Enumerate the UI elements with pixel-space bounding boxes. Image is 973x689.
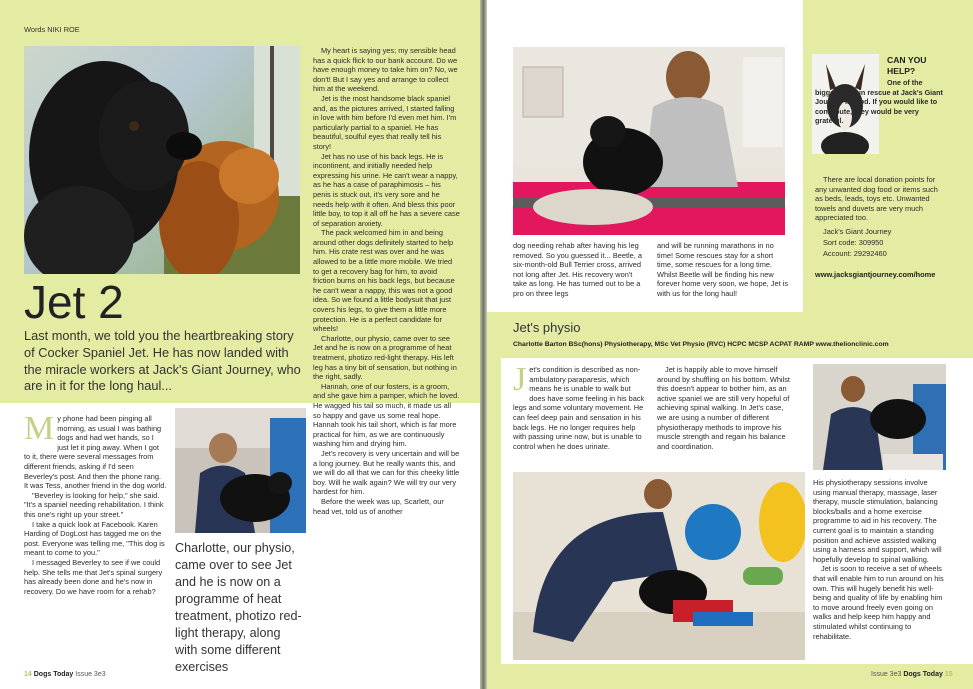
standfirst: Last month, we told you the heartbreaking story of Cocker Spaniel Jet. He has now landed with the miracle workers at Jack's Giant Journey, who are in it for the long haul...: [24, 328, 301, 394]
physio-title: Jet's physio: [513, 320, 581, 335]
body-paragraph: My heart is saying yes; my sensible head has a quick flick to our bank account. Do we have enough money to take him on? No, we don't! But I say yes and arrange to collect him at the weekend.: [313, 46, 458, 94]
page-gutter: [480, 0, 487, 689]
body-paragraph: Jet is the most handsome black spaniel and, as the pictures arrived, I started falling in love with him before I'd even met him. I'm particularly partial to a spaniel. He has beautiful, soulful eyes that really tell his story!: [313, 93, 457, 151]
main-photo-jet-and-spaniel: [24, 46, 300, 274]
photo-physio-session-small: [813, 364, 946, 470]
sidebar-website-link[interactable]: www.jacksgiantjourney.com/home: [815, 270, 936, 279]
body-column-2: [313, 46, 460, 516]
physio-paragraph: et's condition is described as non-ambulatory paraparesis, which means he is unable to walk but does have some feeling in his back legs and some voluntary movement. He can feel deep pain and sensation in his back legs. He no longer requires help with passing urine now, but is unable to control when he does urinate.: [513, 365, 645, 451]
body-column-1: [24, 410, 167, 596]
right-page: [487, 0, 973, 689]
physio-paragraph: Jet is soon to receive a set of wheels that will enable him to run around on his own. This will hugely benefit his well-being and quality of life by enabling him to move around freely even going on walks and help keep him happy and stimulated whilst continuing to rehabilitate.: [813, 564, 944, 641]
page-number: 14: [24, 671, 32, 678]
body-paragraph: I take a quick look at Facebook. Karen Harding of DogLost has tagged me on the post. Everyone was telling me, "This dog is meant to come to you.": [24, 519, 165, 558]
body-paragraph: "Beverley is looking for help," she said. "It's a spaniel needing rehabilitation. I think this one's right up your street.": [24, 490, 164, 519]
dropcap-m: M: [24, 410, 55, 447]
body-paragraph: Jet's recovery is very uncertain and will be a long journey. But he really wants this, and we will do all that we can for this cheeky little boy. Will he walk again? We will try our very hardest for him.: [313, 448, 460, 497]
right-text-col-a: dog needing rehab after having his leg removed. So you guessed it... Beetle, a six-month-old Bull Terrier cross, arrived not long after Jet. His recovery won't take as long. He has turned out to be a pro on three legs: [513, 241, 643, 298]
sidebar-body: There are local donation points for any unwanted dog food or items such as beds, leads, toys etc. Unwanted towels and duvets are very much appreciated too.: [815, 175, 938, 223]
headline: Jet 2: [24, 276, 124, 328]
physio-paragraph: Jet is happily able to move himself around by shuffling on his bottom. Whilst this doesn't appear to bother him, as an active spaniel we are still very hopeful of achieving spinal walking. In Jet's case, we are using a number of different physiotherapy methods to improve his muscle strength and regain his balance and coordination.: [657, 365, 790, 451]
physio-small-illustration: [813, 364, 946, 470]
issue-number: Issue 3e3: [871, 671, 902, 678]
sidebar-account-name: Jack's Giant Journey: [823, 227, 892, 236]
photo-charlotte-with-jet: [175, 408, 306, 533]
dropcap-j: J: [513, 361, 527, 398]
body-paragraph: I messaged Beverley to see if we could help. She tells me that Jet's spinal surgery has already been done and he's now in recovery. Do we have room for a rehab?: [24, 557, 163, 596]
physio-large-illustration: [513, 472, 805, 660]
page-number: 15: [944, 671, 953, 678]
sidebar-sort-code: Sort code: 309950: [823, 238, 884, 247]
photo-hannah-grooming-jet: [513, 47, 785, 235]
physio-col-c: [813, 478, 947, 641]
body-paragraph: The pack welcomed him in and being around other dogs definitely started to help him. His crate rest was over and he was allowed to be a little more mobile. We tried to get a recovery bag for him, to avoid friction burns on his back legs, but because he can't wear a nappy, this was not a good idea. So we found a little bodysuit that just covers his legs, to give them a little more protection. He is a perfect candidate for wheels!: [313, 228, 455, 334]
folio-left: [24, 671, 106, 678]
pull-quote: Charlotte, our physio, came over to see Jet and he is now on a programme of heat treatment, photizo red-light therapy, along with some different exercises: [175, 541, 302, 674]
physio-col-a: [513, 361, 647, 451]
folio-right: [871, 671, 953, 678]
physio-col-b: [657, 365, 791, 451]
physio-paragraph: His physiotherapy sessions involve using manual therapy, massage, laser therapy, muscle stimulation, balancing blocks/balls and a home exercise programme to aid in his recovery. The current goal is to maintain a standing position and achieve assisted walking using a harness and support, which will hopefully develop to spinal walking.: [813, 478, 942, 564]
sidebar-can-you-help: [805, 47, 945, 299]
photo-physio-session-large: [513, 472, 805, 660]
magazine-name: Dogs Today: [33, 671, 74, 678]
body-paragraph: Jet has no use of his back legs. He is incontinent, and initially needed help expressing his urine. He can't wear a nappy, as he has a case of paraphimosis – his penis is stuck out, it's very sore and he needs help with it often. And bless this poor little boy, to top it all off he has a severe case of separation anxiety.: [313, 151, 460, 228]
magazine-name: Dogs Today: [903, 671, 943, 678]
physio-credit: Charlotte Barton BSc(hons) Physiotherapy, MSc Vet Physio (RVC) HCPC MCSP ACPAT RAMP www.thelionclinic.com: [513, 341, 889, 348]
issue-number: Issue 3e3: [75, 671, 106, 678]
body-paragraph: y phone had been pinging all morning, as usual I was bathing dogs and had wet hands, so I just let it ping away. When I got to it, there were several messages from different friends, asking if I'd seen Beverley's post. And then the phone rang. It was Tess, another friend in the dog world.: [24, 414, 167, 491]
sidebar-account: Account: 29292460: [823, 249, 887, 258]
body-paragraph: Before the week was up, Scarlett, our head vet, told us of another: [313, 496, 444, 516]
physio-illustration: [175, 408, 306, 533]
body-paragraph: Charlotte, our physio, came over to see Jet and he is now on a programme of heat treatment, photizo red-light therapy. His left leg has a tiny bit of sensation, but nothing in the right, sadly.: [313, 333, 457, 382]
left-page: [0, 0, 480, 689]
body-paragraph: Hannah, one of our fosters, is a groom, and she gave him a pamper, which he loved. He wagged his tail so much, it made us all so happy and gave us some real hope. Hannah took his tail short, which is far more practical for him, as we are continuously washing him and drying him.: [313, 381, 460, 449]
grooming-illustration: [513, 47, 785, 235]
byline: Words NIKI ROE: [24, 25, 80, 34]
dogs-illustration: [24, 46, 300, 274]
right-text-col-b: and will be running marathons in no time! Some rescues stay for a short time, some rescues for a long time. Whilst Beetle will be finding his new forever home very soon, we hope, Jet is with us for the long haul!: [657, 241, 789, 298]
sidebar-title: CAN YOU HELP?: [887, 55, 927, 76]
sidebar-intro: One of the biggest bills in rescue at Jack's Giant Journey is food. If you would like to contribute, they would be very grateful.: [815, 78, 943, 126]
